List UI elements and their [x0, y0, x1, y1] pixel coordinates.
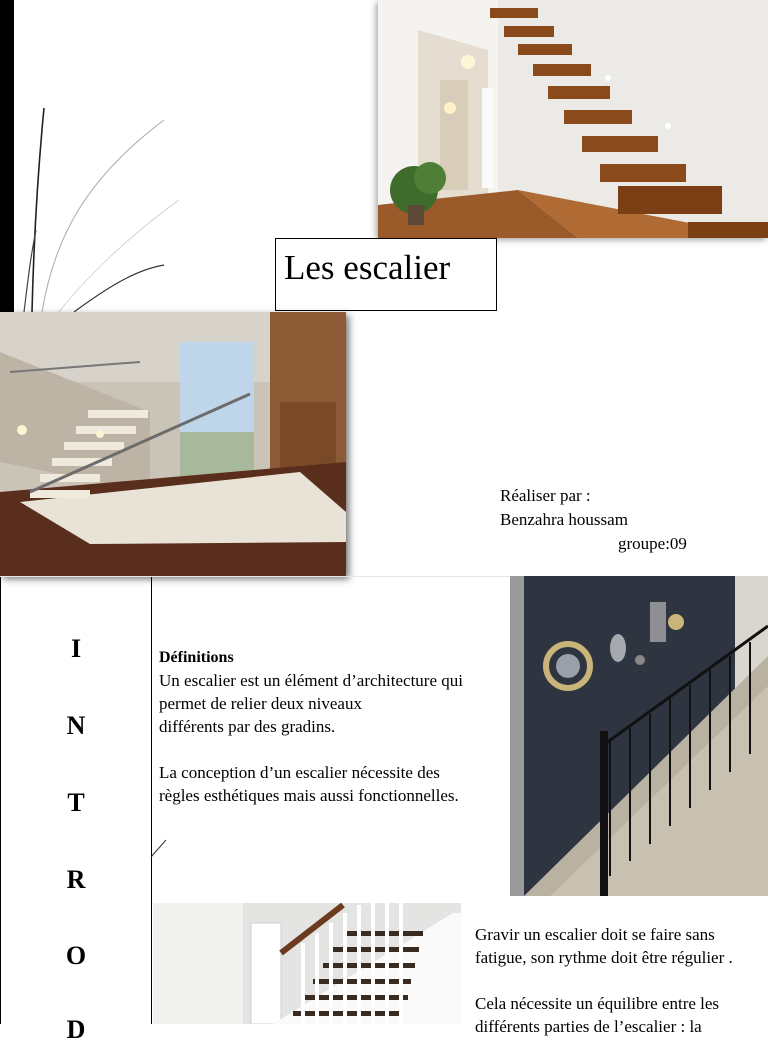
decorative-tick	[150, 838, 168, 858]
definition-paragraph-2	[159, 761, 509, 807]
text-line: Cela nécessite un équilibre entre les	[475, 994, 720, 1013]
intro-vertical-letter: R	[66, 865, 86, 894]
glass-staircase-photo	[0, 312, 346, 576]
text-line: Un escalier est un élément d’architecture qui	[159, 671, 463, 690]
intro-vertical-letter: O	[65, 941, 87, 970]
dark-wall-staircase-photo	[510, 576, 768, 896]
climbing-paragraph-1	[475, 923, 768, 969]
definitions-block	[159, 646, 509, 807]
text-line: différents parties de l’escalier : la	[475, 1017, 702, 1036]
decorative-black-bar	[0, 0, 14, 314]
text-line: permet de relier deux niveaux	[159, 694, 362, 713]
climbing-paragraph-2	[475, 992, 768, 1038]
definitions-heading: Définitions	[159, 649, 234, 666]
text-line: Gravir un escalier doit se faire sans	[475, 925, 715, 944]
intro-vertical-letter: T	[67, 788, 85, 817]
text-line: fatigue, son rythme doit être régulier .	[475, 948, 733, 967]
text-line: La conception d’un escalier nécessite des	[159, 763, 440, 782]
floating-staircase-photo	[378, 0, 768, 238]
definition-paragraph-1	[159, 669, 509, 738]
grass-stalks-decoration	[14, 90, 184, 312]
intro-column-rule	[151, 577, 152, 1024]
white-staircase-photo	[153, 903, 461, 1024]
intro-left-rule	[0, 577, 1, 1024]
title-box	[275, 238, 497, 311]
climbing-text-block	[475, 923, 768, 1038]
intro-vertical-letter: N	[66, 711, 86, 740]
intro-vertical-letter: D	[66, 1015, 86, 1044]
text-line: différents par des gradins.	[159, 717, 336, 736]
author-label: Réaliser par :	[500, 486, 591, 505]
group-number: groupe:09	[618, 534, 687, 553]
text-line: règles esthétiques mais aussi fonctionnelles.	[159, 786, 459, 805]
intro-vertical-letter: I	[70, 634, 82, 663]
author-name: Benzahra houssam	[500, 510, 628, 529]
author-block	[500, 484, 687, 556]
page-title: Les escalier	[284, 248, 451, 287]
